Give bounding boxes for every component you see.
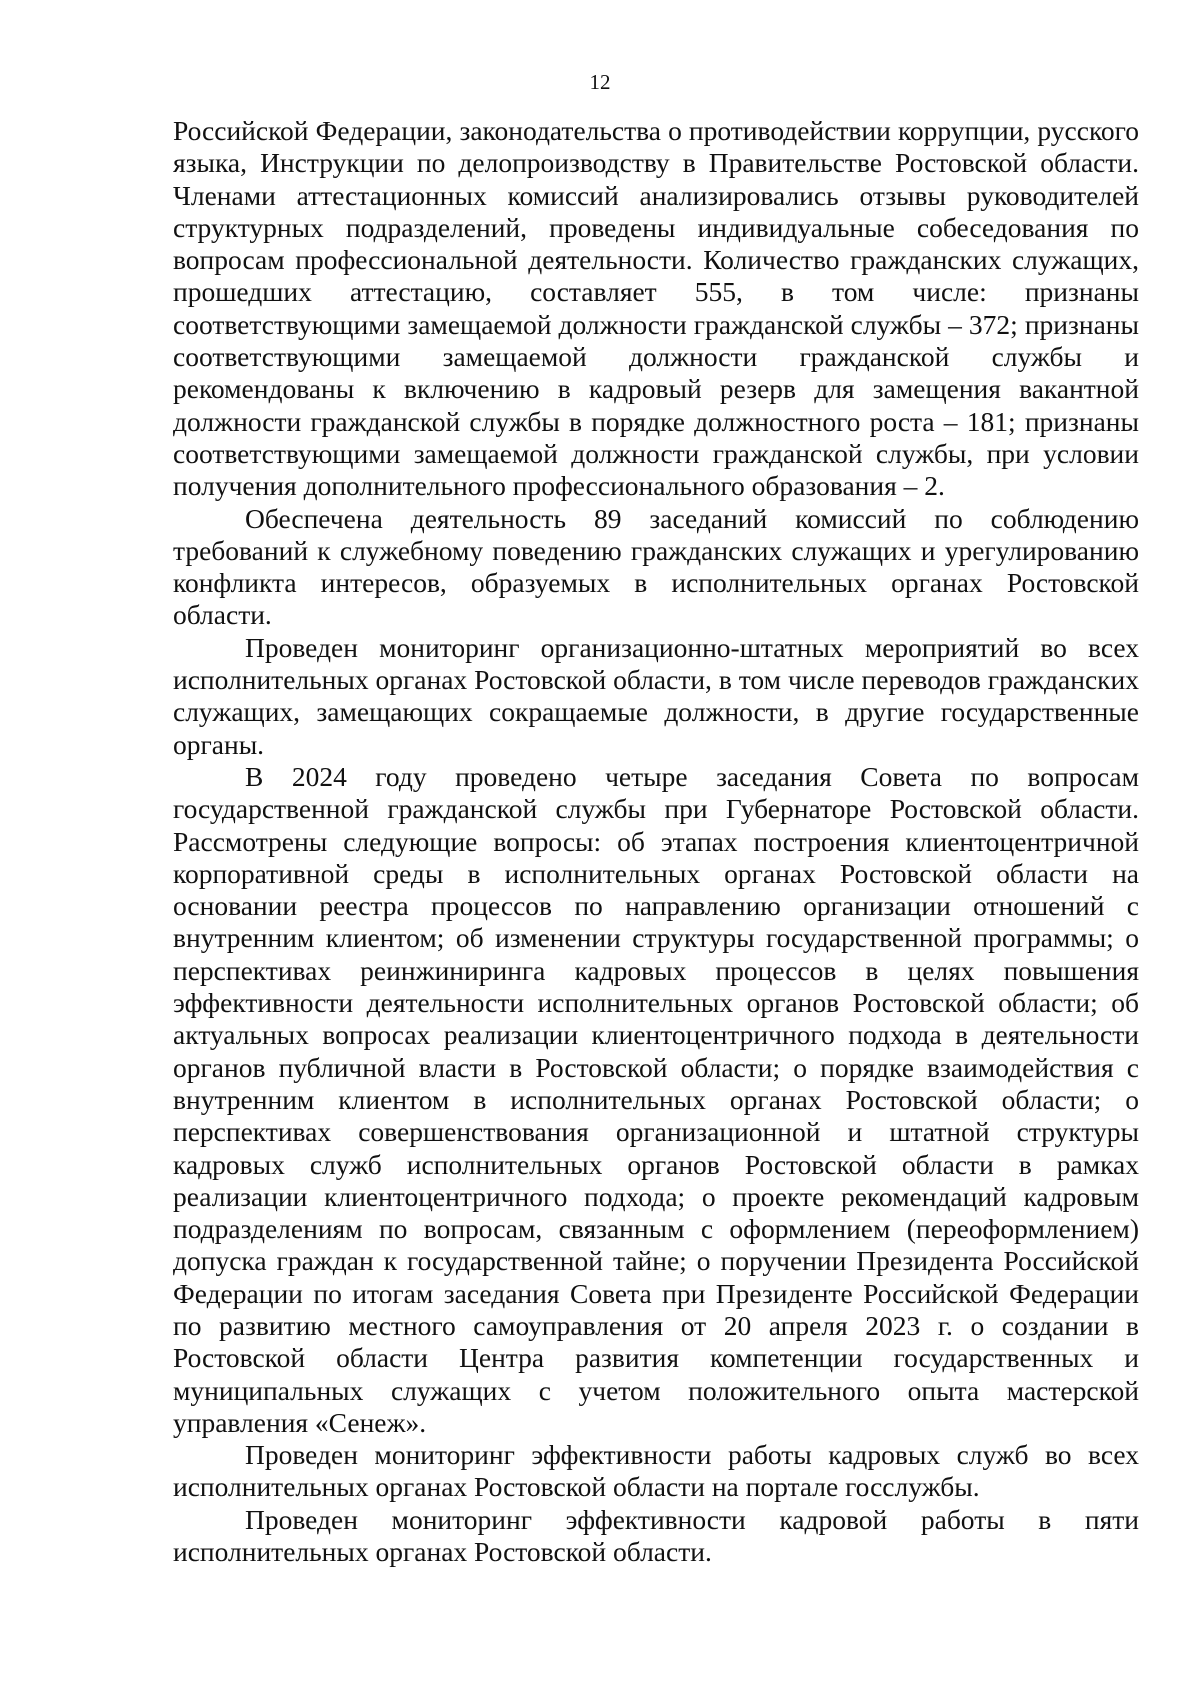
paragraph-hr-efficiency-portal: Проведен мониторинг эффективности работы кадровых служб во всех исполнительных органах Ростовской области на портале госслужбы. [173, 1439, 1139, 1503]
paragraph-staffing-monitoring: Проведен мониторинг организационно-штатных мероприятий во всех исполнительных органах Ростовской области, в том числе переводов гражданских служащих, замещающих сокращаемые должности, в другие государственные органы. [173, 631, 1139, 760]
paragraph-commission-meetings: Обеспечена деятельность 89 заседаний комиссий по соблюдению требований к служебному поведению гражданских служащих и урегулированию конфликта интересов, образуемых в исполнительных органах Ростовской области. [173, 502, 1139, 631]
paragraph-hr-efficiency-five-organs: Проведен мониторинг эффективности кадровой работы в пяти исполнительных органах Ростовской области. [173, 1503, 1139, 1568]
document-body [173, 115, 1139, 1568]
page-number: 12 [589, 70, 611, 94]
paragraph-council-meetings: В 2024 году проведено четыре заседания Совета по вопросам государственной гражданской службы при Губернаторе Ростовской области. Рассмотрены следующие вопросы: об этапах построения клиентоцентричной корпоративной среды в исполнительных органах Ростовской области на основании реестра процессов по направлению организации отношений с внутренним клиентом; об изменении структуры государственной программы; о перспективах реинжиниринга кадровых процессов в целях повышения эффективности деятельности исполнительных органов Ростовской области; об актуальных вопросах реализации клиентоцентричного подхода в деятельности органов публичной власти в Ростовской области; о порядке взаимодействия с внутренним клиентом в исполнительных органах Ростовской области; о перспективах совершенствования организационной и штатной структуры кадровых служб исполнительных органов Ростовской области в рамках реализации клиентоцентричного подхода; о проекте рекомендаций кадровым подразделениям по вопросам, связанным с оформлением (переоформлением) допуска граждан к государственной тайне; о поручении Президента Российской Федерации по итогам заседания Совета при Президенте Российской Федерации по развитию местного самоуправления от 20 апреля 2023 г. о создании в Ростовской области Центра развития компетенции государственных и муниципальных служащих с учетом положительного опыта мастерской управления «Сенеж». [173, 760, 1139, 1438]
paragraph-attestation-continued: Российской Федерации, законодательства о противодействии коррупции, русского языка, Инструкции по делопроизводству в Правительстве Ростовской области. Членами аттестационных комиссий анализировались отзывы руководителей структурных подразделений, проведены индивидуальные собеседования по вопросам профессиональной деятельности. Количество гражданских служащих, прошедших аттестацию, составляет 555, в том числе: признаны соответствующими замещаемой должности гражданской службы – 372; признаны соответствующими замещаемой должности гражданской службы и рекомендованы к включению в кадровый резерв для замещения вакантной должности гражданской службы в порядке должностного роста – 181; признаны соответствующими замещаемой должности гражданской службы, при условии получения дополнительного профессионального образования – 2. [173, 115, 1139, 502]
